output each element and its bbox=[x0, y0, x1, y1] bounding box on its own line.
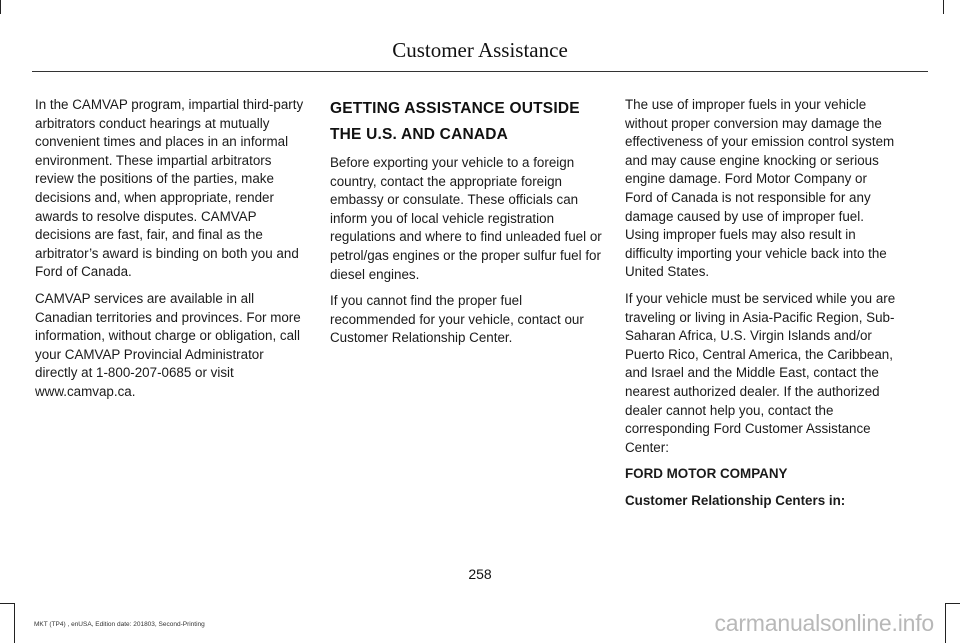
paragraph: If you cannot find the proper fuel recommended for your vehicle, contact our Customer Relationship Center. bbox=[330, 293, 584, 346]
page-title: Customer Assistance bbox=[392, 38, 568, 62]
crop-mark-top-right bbox=[943, 0, 944, 14]
paragraph: CAMVAP services are available in all Canadian territories and provinces. For more information, without charge or obligation, call your CAMVAP Provincial Administrator directly at 1-800-207-0685 or visit www.camvap.ca. bbox=[35, 290, 301, 399]
watermark: carmanualsonline.info bbox=[714, 610, 934, 636]
paragraph: The use of improper fuels in your vehicle without proper conversion may damage the effectiveness of your emission control system and may cause engine knocking or serious engine damage. Ford Motor Company or Ford of Canada is not responsible for any damage caused by use of improper fuel. Using improper fuels may also result in difficulty importing your vehicle back into the United States. bbox=[625, 97, 895, 280]
column-middle bbox=[330, 96, 602, 356]
page-number: 258 bbox=[468, 566, 492, 582]
header-divider bbox=[32, 71, 928, 72]
crop-mark-top-left bbox=[0, 0, 1, 14]
paragraph: Before exporting your vehicle to a foreign country, contact the appropriate foreign embassy or consulate. These officials can inform you of local vehicle registration regulations and where to find unleaded fuel or petrol/gas engines or the proper sulfur fuel for diesel engines. bbox=[330, 155, 602, 282]
crop-mark-bottom-left bbox=[14, 603, 15, 643]
crop-mark-bottom-left-h bbox=[0, 603, 14, 604]
column-left bbox=[35, 96, 307, 410]
section-heading bbox=[330, 96, 602, 148]
company-heading: FORD MOTOR COMPANY bbox=[625, 466, 788, 482]
crop-mark-bottom-right bbox=[945, 603, 946, 643]
edition-footer: MKT (TP4) , enUSA, Edition date: 201803, Second-Printing bbox=[34, 621, 205, 628]
column-right bbox=[625, 96, 897, 518]
centers-heading: Customer Relationship Centers in: bbox=[625, 492, 846, 508]
paragraph: In the CAMVAP program, impartial third-party arbitrators conduct hearings at mutually convenient times and places in an informal environment. These impartial arbitrators review the positions of the parties, make decisions and, when appropriate, render awards to resolve disputes. CAMVAP decisions are fast, fair, and final as the arbitrator’s award is binding on both you and Ford of Canada. bbox=[35, 97, 304, 280]
section-heading-line-2: THE U.S. AND CANADA bbox=[330, 126, 509, 143]
crop-mark-bottom-right-h bbox=[946, 603, 960, 604]
paragraph: If your vehicle must be serviced while you are traveling or living in Asia-Pacific Region, Sub-Saharan Africa, U.S. Virgin Islands and/or Puerto Rico, Central America, the Caribbean, and Israel and the Middle East, contact the nearest authorized dealer. If the authorized dealer cannot help you, contact the corresponding Ford Customer Assistance Center: bbox=[625, 290, 896, 455]
section-heading-line-1: GETTING ASSISTANCE OUTSIDE bbox=[330, 100, 580, 117]
